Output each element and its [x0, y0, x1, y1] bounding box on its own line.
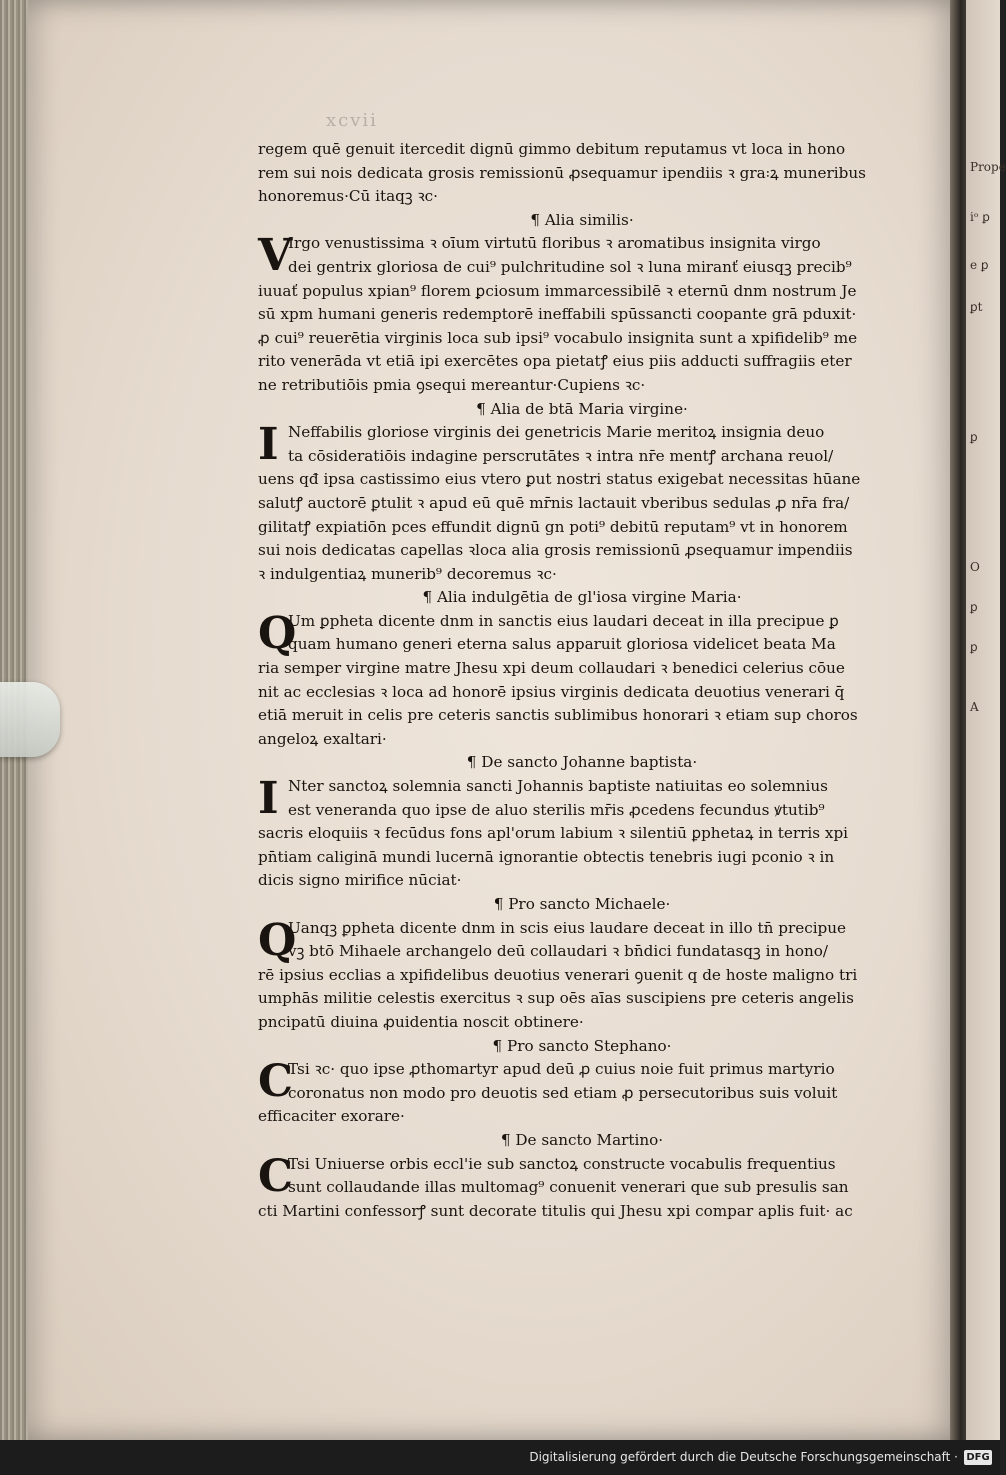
initial-letter: Q: [258, 914, 297, 966]
text-line: rē ipsius ecclias a xpifidelibus deuotius venerari ꝯuenit q de hoste maligno tri: [258, 965, 858, 984]
text-line: etiā meruit in celis pre ceteris sanctis sublimibus honorari ꝛ etiam sup choros: [258, 706, 858, 725]
text-line: rito venerāda vt etiā ipi exercētes opa pietatꝭ eius piis adducti suffragiis eter: [258, 352, 852, 371]
text-line: rem sui nois dedicata grosis remissionū ꝓsequamur ipendiis ꝛ gra꞉ꝝ muneribus: [258, 163, 866, 182]
text-line: Neffabilis gloriose virginis dei genetricis Marie meritoꝝ insignia deuo: [288, 423, 825, 442]
text-line: dicis signo mirifice nūciat·: [258, 871, 462, 890]
text-line: angeloꝝ exaltari·: [258, 729, 387, 748]
initial-letter: I: [258, 773, 279, 825]
initial-letter: Q: [258, 607, 297, 659]
text-line: ꝛ indulgentiaꝝ munerib⁹ decoremus ꝛc·: [258, 564, 557, 583]
text-line: pn̄tiam caliginā mundi lucernā ignorantie obtectis tenebris iugi pconio ꝛ in: [258, 847, 835, 866]
footer-bar: [0, 1440, 1000, 1475]
text-line: Uanqꝫ ꝑpheta dicente dnm in scis eius laudare deceat in illo tn̄ precipue: [288, 918, 847, 937]
text-line: dei gentrix gloriosa de cui⁹ pulchritudine sol ꝛ luna miranť eiusqꝫ precib⁹: [288, 257, 852, 276]
facing-page-fragment: Prope: [970, 160, 1006, 174]
initial-letter: V: [258, 230, 293, 282]
text-line: sunt collaudande illas multomag⁹ conuenit venerari que sub presulis san: [288, 1178, 849, 1197]
text-paragraph: [258, 421, 906, 586]
text-paragraph: [258, 775, 906, 893]
facing-page-strip: [966, 0, 1006, 1440]
text-line: uens qđ ipsa castissimo eius vtero ꝑut nostri status exigebat necessitas hūane: [258, 470, 861, 489]
section-heading: ¶ De sancto Martino·: [500, 1130, 664, 1149]
text-line: regem quē genuit itercedit dignū gimmo debitum reputamus vt loca in hono: [258, 140, 846, 158]
text-line: cti Martini confessorꝭ sunt decorate titulis qui Jhesu xpi compar aplis fuit· ac: [258, 1201, 853, 1220]
funding-notice: Digitalisierung gefördert durch die Deutsche Forschungsgemeinschaft ·: [529, 1450, 958, 1464]
text-line: ria semper virgine matre Jhesu xpi deum collaudari ꝛ benedici celerius cōue: [258, 659, 845, 678]
page-clip: [0, 682, 60, 757]
text-line: salutꝭ auctorē ꝑtulit ꝛ apud eū quē mr̄nis lactauit vberibus sedulas ꝓ nr̄a fra/: [258, 493, 850, 512]
dfg-logo: DFG: [964, 1450, 992, 1465]
facing-page-fragment: iᵒ ꝑ: [970, 210, 990, 224]
section-heading: ¶ Alia similis·: [530, 210, 634, 229]
section-heading: ¶ Pro sancto Stephano·: [492, 1036, 672, 1055]
facing-page-fragment: e ꝑ: [970, 258, 989, 272]
text-line: ta cōsideratiōis indagine perscrutātes ꝛ intra nr̄e mentꝭ archana reuol/: [288, 446, 834, 465]
text-line: Irgo venustissima ꝛ oīum virtutū floribus ꝛ aromatibus insignita virgo: [288, 234, 821, 253]
text-line: Tsi Uniuerse orbis eccl'ie sub sanctoꝝ constructe vocabulis frequentius: [288, 1154, 836, 1173]
text-paragraph: [258, 1058, 906, 1129]
section-heading: ¶ Alia indulgētia de gl'iosa virgine Maria·: [422, 588, 742, 607]
facing-page-fragment: ꝑt: [970, 300, 983, 314]
text-paragraph: [258, 1150, 906, 1224]
text-paragraph: [258, 138, 906, 209]
text-paragraph: [258, 232, 906, 397]
text-line: Tsi ꝛc· quo ipse ꝓthomartyr apud deū ꝓ cuius noie fuit primus martyrio: [288, 1060, 835, 1079]
text-line: ꝓ cui⁹ reuerētia virginis loca sub ipsi⁹ vocabulo insignita sunt a xpifidelib⁹ me: [258, 328, 858, 347]
text-line: umphās militie celestis exercitus ꝛ sup oēs aīas suscipiens pre ceteris angelis: [258, 989, 854, 1008]
text-line: honoremus·Cū itaqꝫ ꝛc·: [258, 187, 438, 206]
text-line: Nter sanctoꝝ solemnia sancti Johannis baptiste natiuitas eo solemnius: [288, 777, 828, 796]
text-line: iuuať populus xpian⁹ florem ꝑciosum immarcessibilē ꝛ eternū dnm nostrum Je: [258, 281, 857, 300]
text-paragraph: [258, 607, 906, 752]
text-paragraph: [258, 914, 906, 1035]
facing-page-fragment: ꝑ: [970, 600, 978, 614]
facing-page-fragment: A: [970, 700, 979, 714]
section-heading: ¶ De sancto Johanne baptista·: [466, 753, 698, 772]
text-line: Um ꝑpheta dicente dnm in sanctis eius laudari deceat in illa precipue ꝑ: [288, 611, 839, 630]
folio-number: xcvii: [326, 110, 378, 131]
text-line: sui nois dedicatas capellas ꝛloca alia grosis remissionū ꝓsequamur impendiis: [258, 541, 853, 560]
text-line: sacris eloquiis ꝛ fecūdus fons apl'orum labium ꝛ silentiū ꝑphetaꝝ in terris xpi: [258, 824, 849, 843]
section-heading: ¶ Pro sancto Michaele·: [493, 895, 671, 913]
facing-page-fragment: O: [970, 560, 980, 574]
text-line: coronatus non modo pro deuotis sed etiam ꝓ persecutoribus suis voluit: [288, 1083, 838, 1102]
text-line: sū xpm humani generis redemptorē ineffabili spūssancti coopante grā pduxit·: [258, 305, 857, 324]
text-line: nit ac ecclesias ꝛ loca ad honorē ipsius virginis dedicata deuotius venerari q̄: [258, 682, 845, 701]
incunable-text: [258, 138, 906, 1223]
facing-page-fragment: ꝑ: [970, 640, 978, 654]
text-line: ne retributiōis pmia ꝯsequi mereantur·Cupiens ꝛc·: [258, 375, 646, 394]
initial-letter: C: [258, 1150, 294, 1202]
text-line: est veneranda quo ipse de aluo sterilis mr̄is ꝓcedens fecundus ꝟtutib⁹: [288, 800, 825, 819]
facing-page-fragment: ꝑ: [970, 430, 978, 444]
text-line: quam humano generi eterna salus apparuit gloriosa videlicet beata Ma: [288, 635, 836, 654]
initial-letter: I: [258, 419, 279, 471]
text-line: vꝫ btō Mihaele archangelo deū collaudari ꝛ bn̄dici fundatasqꝫ in hono/: [288, 942, 829, 961]
text-line: pncipatū diuina ꝓuidentia noscit obtinere·: [258, 1012, 584, 1031]
initial-letter: C: [258, 1056, 294, 1108]
section-heading: ¶ Alia de btā Maria virgine·: [476, 399, 688, 418]
text-line: gilitatꝭ expiatiōn pces effundit dignū gn poti⁹ debitū reputam⁹ vt in honorem: [258, 517, 848, 536]
text-line: efficaciter exorare·: [258, 1107, 405, 1126]
